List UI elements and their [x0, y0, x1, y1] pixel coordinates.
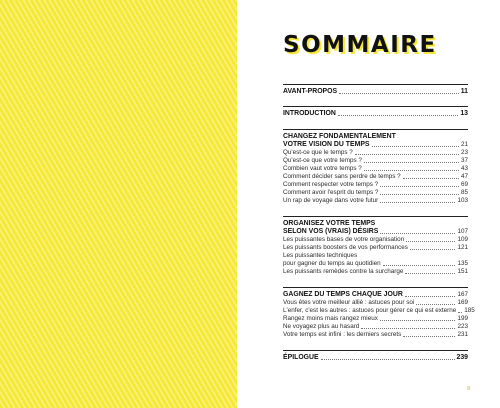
- dot-leader: [458, 312, 462, 313]
- dot-leader: [339, 93, 459, 94]
- page-title: SOMMAIRE: [283, 32, 437, 58]
- toc-entry-first-line[interactable]: Les puissantes techniques: [283, 252, 358, 260]
- dot-leader: [405, 273, 455, 274]
- toc-entry-introduction[interactable]: [283, 110, 468, 118]
- entry-label: Rangez moins mais rangez mieux: [283, 314, 378, 322]
- divider: [283, 287, 468, 288]
- toc-entry[interactable]: [283, 149, 468, 157]
- dot-leader: [321, 359, 455, 360]
- toc-entry[interactable]: [283, 268, 468, 276]
- entry-label: Un rap de voyage dans votre futur: [283, 196, 379, 204]
- entry-page: 85: [460, 188, 468, 196]
- entry-page: 23: [460, 149, 468, 157]
- dot-leader: [380, 233, 455, 234]
- dot-leader: [361, 328, 455, 329]
- toc-entry[interactable]: [283, 173, 468, 181]
- divider: [283, 84, 468, 85]
- entry-label: Les puissantes bases de votre organisation: [283, 236, 405, 244]
- entry-page: 231: [457, 330, 468, 338]
- toc-entry[interactable]: [283, 315, 468, 323]
- section-3: [283, 290, 475, 339]
- dot-leader: [416, 304, 455, 305]
- toc-entry[interactable]: [283, 181, 468, 189]
- entry-label: Qu'est-ce que votre temps ?: [283, 157, 362, 165]
- toc-entry[interactable]: [283, 331, 468, 339]
- dot-leader: [364, 162, 459, 163]
- dot-leader: [410, 249, 456, 250]
- section-heading-row[interactable]: [283, 141, 468, 149]
- entry-label: L'enfer, c'est les autres : astuces pour gérer ce qui est externe: [283, 307, 457, 315]
- entry-label: Qu'est-ce que le temps ?: [283, 149, 353, 157]
- entry-label: Ne voyagez plus au hasard: [283, 322, 360, 330]
- entry-page: 37: [460, 157, 468, 165]
- dot-leader: [405, 296, 456, 297]
- entry-page: 239: [456, 353, 468, 361]
- dot-leader: [380, 186, 459, 187]
- dot-leader: [372, 146, 459, 147]
- section-page: 167: [457, 290, 468, 298]
- toc-entry[interactable]: [283, 236, 468, 244]
- entry-label: Comment décider sans perdre de temps ?: [283, 173, 401, 181]
- dot-leader: [406, 241, 455, 242]
- toc-entry[interactable]: [283, 157, 468, 165]
- table-of-contents: [283, 82, 475, 362]
- section-1: [283, 133, 468, 205]
- entry-label: Votre temps est infini : les derniers secrets: [283, 330, 402, 338]
- divider: [283, 106, 468, 107]
- entry-label: Les puissants remèdes contre la surcharge: [283, 267, 404, 275]
- entry-label: Comment respecter votre temps ?: [283, 181, 379, 189]
- entry-page: 47: [460, 173, 468, 181]
- entry-page: 43: [460, 165, 468, 173]
- toc-entry[interactable]: [283, 299, 468, 307]
- entry-page: 69: [460, 181, 468, 189]
- dot-leader: [355, 154, 459, 155]
- entry-label: ÉPILOGUE: [283, 353, 319, 361]
- toc-entry[interactable]: [283, 307, 475, 315]
- dot-leader: [364, 170, 459, 171]
- entry-label: INTRODUCTION: [283, 109, 336, 117]
- entry-label: Vous êtes votre meilleur allié : astuces pour soi: [283, 299, 415, 307]
- toc-entry[interactable]: [283, 197, 468, 205]
- dot-leader: [403, 178, 459, 179]
- divider: [283, 216, 468, 217]
- dot-leader: [383, 265, 456, 266]
- section-page: 107: [457, 228, 468, 236]
- entry-label: Comment avoir l'esprit du temps ?: [283, 188, 379, 196]
- entry-page: 223: [457, 322, 468, 330]
- section-heading: SELON VOS (VRAIS) DÉSIRS: [283, 228, 379, 236]
- toc-entry[interactable]: [283, 244, 468, 252]
- section-heading: VOTRE VISION DU TEMPS: [283, 141, 370, 149]
- dot-leader: [380, 320, 456, 321]
- toc-entry-avant-propos[interactable]: [283, 88, 468, 96]
- section-heading-row[interactable]: [283, 228, 468, 236]
- dot-leader: [338, 115, 459, 116]
- entry-page: 135: [457, 260, 468, 268]
- toc-entry[interactable]: [283, 165, 468, 173]
- entry-page: 169: [457, 299, 468, 307]
- divider: [283, 129, 468, 130]
- toc-entry[interactable]: [283, 323, 468, 331]
- title-block: [283, 32, 453, 68]
- entry-label: AVANT-PROPOS: [283, 88, 338, 95]
- entry-page: 121: [457, 244, 468, 252]
- striped-yellow-panel: [0, 0, 237, 408]
- entry-label: pour gagner du temps au quotidien: [283, 260, 381, 268]
- entry-page: 103: [457, 196, 468, 204]
- divider: [283, 350, 468, 351]
- section-heading[interactable]: ORGANISEZ VOTRE TEMPS: [283, 219, 376, 227]
- entry-page: 109: [457, 236, 468, 244]
- section-heading: GAGNEZ DU TEMPS CHAQUE JOUR: [283, 290, 403, 298]
- entry-page: 185: [464, 307, 475, 315]
- entry-label: Les puissants boosters de vos performances: [283, 244, 408, 252]
- section-page: 21: [460, 141, 468, 149]
- page-number: 9: [467, 386, 471, 392]
- dot-leader: [380, 202, 455, 203]
- section-2: [283, 220, 468, 276]
- dot-leader: [380, 194, 459, 195]
- section-heading[interactable]: CHANGEZ FONDAMENTALEMENT: [283, 132, 396, 140]
- toc-entry[interactable]: [283, 260, 468, 268]
- section-heading-row[interactable]: [283, 291, 468, 299]
- entry-page: 151: [457, 267, 468, 275]
- toc-entry[interactable]: [283, 189, 468, 197]
- entry-label: Combien vaut votre temps ?: [283, 165, 362, 173]
- entry-page: 199: [457, 314, 468, 322]
- toc-entry-epilogue[interactable]: [283, 354, 468, 362]
- dot-leader: [403, 336, 455, 337]
- entry-page: 13: [460, 109, 468, 117]
- entry-page: 11: [460, 88, 468, 95]
